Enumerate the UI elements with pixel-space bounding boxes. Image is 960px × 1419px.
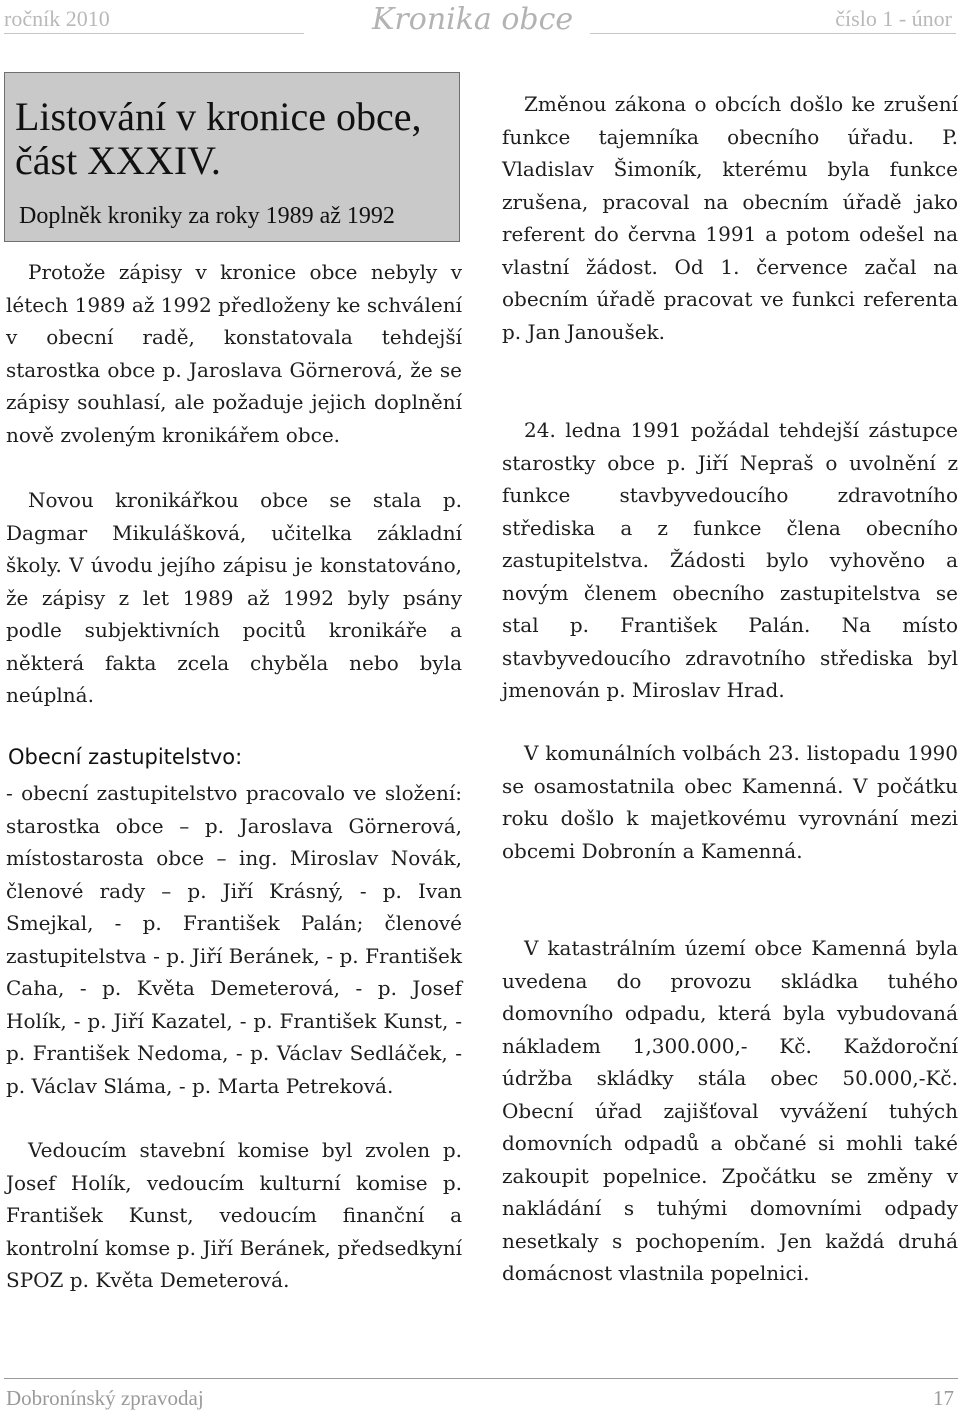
publication-name: Dobronínský zpravodaj xyxy=(6,1386,204,1410)
section-paragraph-1: - obecní zastupitelstvo pracovalo ve složení: starostka obce – p. Jaroslava Görnerová, místostarosta obce – ing. Miroslav Novák, členové rady – p. Jiří Krásný, - p. Ivan Smejkal, - p. František Palán; členové zastupitelstva - p. Jiří Beránek, - p. František Caha, - p. Květa Demeterová, - p. Josef Holík, - p. Jiří Kazatel, - p. František Kunst, - p. František Nedoma, - p. Václav Sedláček, - p. Václav Sláma, - p. Marta Petreková. xyxy=(6,781,462,1098)
right-paragraph-1: Změnou zákona o obcích došlo ke zrušení funkce tajemníka obecního úřadu. P. Vladislav Šimoník, kterému byla funkce zrušena, pracoval na obecním úřadě jako referent do června 1991 a potom odešel na vlastní žádost. Od 1. července začal na obecním úřadě pracovat ve funkci referenta p. Jan Janoušek. xyxy=(502,92,958,344)
section-heading: Obecní zastupitelstvo: xyxy=(8,745,243,769)
header-divider-left xyxy=(4,33,304,34)
issue-label: číslo 1 - únor xyxy=(835,6,952,31)
article-title: Listování v kronice obce, část XXXIV. xyxy=(15,94,422,183)
article-title-box xyxy=(4,72,460,242)
article-subtitle: Doplněk kroniky za roky 1989 až 1992 xyxy=(19,203,395,229)
volume-label: ročník 2010 xyxy=(4,6,110,31)
left-paragraph-1: Protože zápisy v kronice obce nebyly v létech 1989 až 1992 předloženy ke schválení v obecní radě, konstatovala tehdejší starostka obce p. Jaroslava Görnerová, že se zápisy souhlasí, ale požaduje jejich doplnění nově zvoleným kronikářem obce. xyxy=(6,260,462,447)
section-paragraph-2: Vedoucím stavební komise byl zvolen p. Josef Holík, vedoucím kulturní komise p. František Kunst, vedoucím finanční a kontrolní komse p. Jiří Beránek, předsedkyní SPOZ p. Květa Demeterová. xyxy=(6,1138,462,1292)
right-paragraph-2: 24. ledna 1991 požádal tehdejší zástupce starostky obce p. Jiří Nepraš o uvolnění z funkce stavbyvedoucího zdravotního střediska a z funkce člena obecního zastupitelstva. Žádosti bylo vyhověno a novým členem obecního zastupitelstva se stal p. František Palán. Na místo stavbyvedoucího zdravotního střediska byl jmenován p. Miroslav Hrad. xyxy=(502,418,958,702)
page-header xyxy=(0,0,960,48)
right-paragraph-3: V komunálních volbách 23. listopadu 1990 se osamostatnila obec Kamenná. V počátku roku došlo k majetkovému vyrovnání mezi obcemi Dobronín a Kamenná. xyxy=(502,741,958,863)
masthead-title: Kronika obce xyxy=(372,2,574,37)
right-paragraph-4: V katastrálním území obce Kamenná byla uvedena do provozu skládka tuhého domovního odpadu, která byla vybudovaná nákladem 1,300.000,- Kč. Každoroční údržba skládky stála obec 50.000,-Kč. Obecní úřad zajišťoval vyvážení tuhých domovních odpadů a občané si mohli také zakoupit popelnice. Zpočátku se změny v nakládání s tuhými domovními odpady nesetkaly s pochopením. Jen každá druhá domácnost vlastnila popelnici. xyxy=(502,936,958,1285)
page-number: 17 xyxy=(933,1386,954,1410)
footer-divider xyxy=(4,1378,958,1379)
header-divider-right xyxy=(590,33,956,34)
left-paragraph-2: Novou kronikářkou obce se stala p. Dagmar Mikulášková, učitelka základní školy. V úvodu jejího zápisu je konstatováno, že zápisy z let 1989 až 1992 byly psány podle subjektivních pocitů kronikáře a některá fakta zcela chyběla nebo byla neúplná. xyxy=(6,488,462,707)
